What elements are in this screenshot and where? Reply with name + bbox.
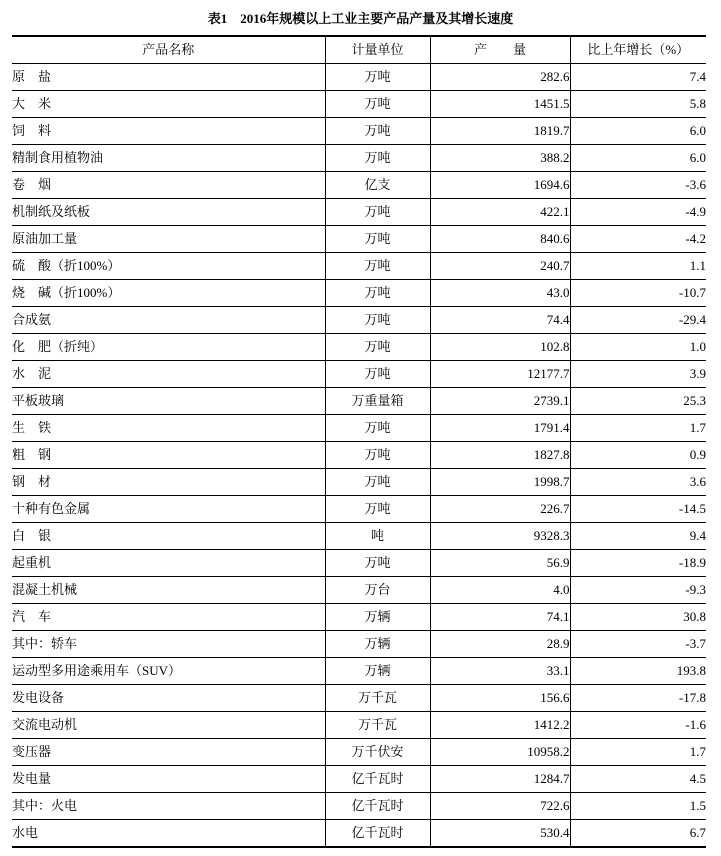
output-cell: 840.6	[430, 226, 570, 253]
output-cell: 240.7	[430, 253, 570, 280]
unit-cell: 万吨	[325, 307, 430, 334]
output-cell: 226.7	[430, 496, 570, 523]
table-row	[12, 658, 706, 685]
growth-cell: 0.9	[570, 442, 706, 469]
column-header-unit: 计量单位	[325, 36, 430, 64]
table-row	[12, 118, 706, 145]
product-name-cell: 化 肥（折纯）	[12, 334, 325, 361]
unit-cell: 万吨	[325, 334, 430, 361]
table-row	[12, 469, 706, 496]
output-cell: 722.6	[430, 793, 570, 820]
output-cell: 388.2	[430, 145, 570, 172]
product-name-cell: 汽 车	[12, 604, 325, 631]
product-name-cell: 合成氨	[12, 307, 325, 334]
output-cell: 1827.8	[430, 442, 570, 469]
product-name-cell: 粗 钢	[12, 442, 325, 469]
table-row	[12, 280, 706, 307]
growth-cell: 7.4	[570, 64, 706, 91]
growth-cell: -1.6	[570, 712, 706, 739]
growth-cell: 6.0	[570, 118, 706, 145]
growth-cell: 25.3	[570, 388, 706, 415]
table-row	[12, 172, 706, 199]
product-name-cell: 原 盐	[12, 64, 325, 91]
growth-cell: -4.2	[570, 226, 706, 253]
unit-cell: 万辆	[325, 631, 430, 658]
unit-cell: 亿支	[325, 172, 430, 199]
growth-cell: -4.9	[570, 199, 706, 226]
growth-cell: 6.7	[570, 820, 706, 848]
growth-cell: 5.8	[570, 91, 706, 118]
table-row	[12, 64, 706, 91]
table-row	[12, 307, 706, 334]
output-cell: 1451.5	[430, 91, 570, 118]
unit-cell: 万千伏安	[325, 739, 430, 766]
product-name-cell: 白 银	[12, 523, 325, 550]
product-name-cell: 机制纸及纸板	[12, 199, 325, 226]
table-row	[12, 712, 706, 739]
product-name-cell: 发电量	[12, 766, 325, 793]
product-name-cell: 大 米	[12, 91, 325, 118]
table-row	[12, 820, 706, 848]
output-cell: 43.0	[430, 280, 570, 307]
growth-cell: 4.5	[570, 766, 706, 793]
growth-cell: -18.9	[570, 550, 706, 577]
growth-cell: -3.7	[570, 631, 706, 658]
output-cell: 1819.7	[430, 118, 570, 145]
unit-cell: 亿千瓦时	[325, 820, 430, 848]
unit-cell: 万吨	[325, 226, 430, 253]
table-row	[12, 793, 706, 820]
growth-cell: -29.4	[570, 307, 706, 334]
unit-cell: 万吨	[325, 415, 430, 442]
unit-cell: 万台	[325, 577, 430, 604]
product-name-cell: 生 铁	[12, 415, 325, 442]
unit-cell: 万吨	[325, 280, 430, 307]
table-row	[12, 604, 706, 631]
growth-cell: 1.5	[570, 793, 706, 820]
unit-cell: 万吨	[325, 496, 430, 523]
growth-cell: 193.8	[570, 658, 706, 685]
unit-cell: 万吨	[325, 145, 430, 172]
product-name-cell: 发电设备	[12, 685, 325, 712]
column-header-growth: 比上年增长（%）	[570, 36, 706, 64]
output-cell: 9328.3	[430, 523, 570, 550]
product-name-cell: 水 泥	[12, 361, 325, 388]
table-row	[12, 226, 706, 253]
growth-cell: 1.7	[570, 739, 706, 766]
unit-cell: 吨	[325, 523, 430, 550]
product-name-cell: 卷 烟	[12, 172, 325, 199]
unit-cell: 万吨	[325, 253, 430, 280]
product-name-cell: 十种有色金属	[12, 496, 325, 523]
unit-cell: 亿千瓦时	[325, 766, 430, 793]
table-row	[12, 550, 706, 577]
growth-cell: 9.4	[570, 523, 706, 550]
unit-cell: 万千瓦	[325, 712, 430, 739]
output-cell: 530.4	[430, 820, 570, 848]
output-cell: 156.6	[430, 685, 570, 712]
growth-cell: -9.3	[570, 577, 706, 604]
product-name-cell: 其中：轿车	[12, 631, 325, 658]
unit-cell: 万辆	[325, 604, 430, 631]
table-row	[12, 253, 706, 280]
output-cell: 1998.7	[430, 469, 570, 496]
output-cell: 1791.4	[430, 415, 570, 442]
output-cell: 56.9	[430, 550, 570, 577]
table-row	[12, 766, 706, 793]
output-cell: 74.1	[430, 604, 570, 631]
output-cell: 4.0	[430, 577, 570, 604]
growth-cell: 1.7	[570, 415, 706, 442]
output-cell: 1412.2	[430, 712, 570, 739]
header-row	[12, 36, 706, 64]
table-row	[12, 631, 706, 658]
unit-cell: 亿千瓦时	[325, 793, 430, 820]
output-cell: 2739.1	[430, 388, 570, 415]
unit-cell: 万吨	[325, 550, 430, 577]
product-name-cell: 起重机	[12, 550, 325, 577]
output-cell: 102.8	[430, 334, 570, 361]
table-row	[12, 739, 706, 766]
product-name-cell: 饲 料	[12, 118, 325, 145]
growth-cell: 1.0	[570, 334, 706, 361]
growth-cell: -17.8	[570, 685, 706, 712]
growth-cell: 30.8	[570, 604, 706, 631]
product-name-cell: 水电	[12, 820, 325, 848]
product-name-cell: 精制食用植物油	[12, 145, 325, 172]
output-cell: 28.9	[430, 631, 570, 658]
growth-cell: -14.5	[570, 496, 706, 523]
unit-cell: 万辆	[325, 658, 430, 685]
table-row	[12, 334, 706, 361]
unit-cell: 万吨	[325, 442, 430, 469]
output-cell: 422.1	[430, 199, 570, 226]
growth-cell: 3.9	[570, 361, 706, 388]
unit-cell: 万吨	[325, 199, 430, 226]
page-title: 表1 2016年规模以上工业主要产品产量及其增长速度	[207, 11, 514, 26]
table-row	[12, 496, 706, 523]
table-body	[12, 64, 706, 848]
unit-cell: 万吨	[325, 118, 430, 145]
table-row	[12, 577, 706, 604]
unit-cell: 万重量箱	[325, 388, 430, 415]
unit-cell: 万吨	[325, 469, 430, 496]
output-cell: 74.4	[430, 307, 570, 334]
table-row	[12, 523, 706, 550]
output-cell: 10958.2	[430, 739, 570, 766]
table-row	[12, 415, 706, 442]
table-row	[12, 145, 706, 172]
table-row	[12, 442, 706, 469]
product-name-cell: 混凝土机械	[12, 577, 325, 604]
growth-cell: 1.1	[570, 253, 706, 280]
column-header-output: 产 量	[430, 36, 570, 64]
table-row	[12, 361, 706, 388]
products-table	[12, 35, 706, 848]
product-name-cell: 钢 材	[12, 469, 325, 496]
table-row	[12, 91, 706, 118]
unit-cell: 万吨	[325, 91, 430, 118]
table-row	[12, 199, 706, 226]
growth-cell: 6.0	[570, 145, 706, 172]
growth-cell: -10.7	[570, 280, 706, 307]
product-name-cell: 原油加工量	[12, 226, 325, 253]
output-cell: 282.6	[430, 64, 570, 91]
unit-cell: 万吨	[325, 64, 430, 91]
product-name-cell: 其中：火电	[12, 793, 325, 820]
output-cell: 1284.7	[430, 766, 570, 793]
product-name-cell: 变压器	[12, 739, 325, 766]
growth-cell: 3.6	[570, 469, 706, 496]
product-name-cell: 硫 酸（折100%）	[12, 253, 325, 280]
product-name-cell: 运动型多用途乘用车（SUV）	[12, 658, 325, 685]
growth-cell: -3.6	[570, 172, 706, 199]
unit-cell: 万吨	[325, 361, 430, 388]
column-header-product-name: 产品名称	[12, 36, 325, 64]
product-name-cell: 交流电动机	[12, 712, 325, 739]
table-row	[12, 388, 706, 415]
unit-cell: 万千瓦	[325, 685, 430, 712]
output-cell: 1694.6	[430, 172, 570, 199]
table-row	[12, 685, 706, 712]
product-name-cell: 平板玻璃	[12, 388, 325, 415]
output-cell: 33.1	[430, 658, 570, 685]
product-name-cell: 烧 碱（折100%）	[12, 280, 325, 307]
output-cell: 12177.7	[430, 361, 570, 388]
